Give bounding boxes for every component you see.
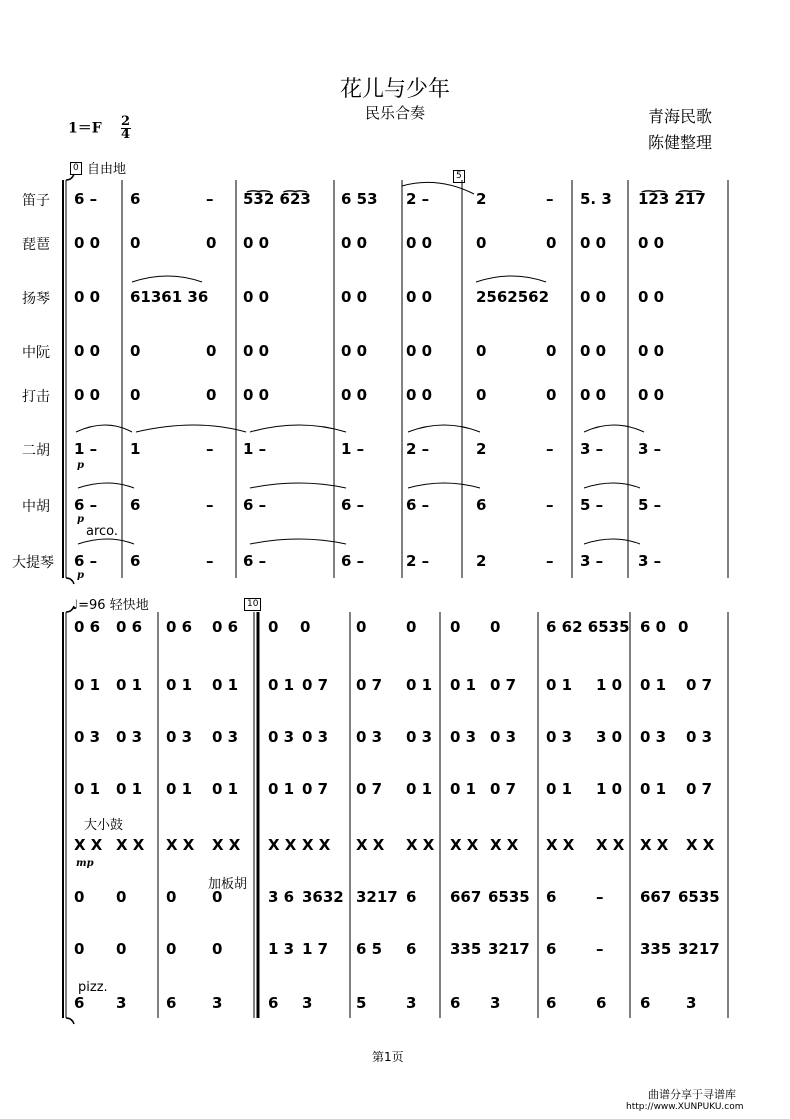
note-cell: 6 bbox=[640, 994, 651, 1012]
note-cell: 3 – bbox=[580, 440, 604, 458]
note-cell: 1 0 bbox=[596, 676, 623, 694]
dynamic-mp: mp bbox=[76, 858, 94, 869]
note-cell: 0 bbox=[206, 342, 217, 360]
note-cell: 0 0 bbox=[406, 386, 433, 404]
note-cell: 0 bbox=[356, 618, 367, 636]
note-cell: 0 6 bbox=[116, 618, 143, 636]
note-cell: 0 0 bbox=[638, 386, 665, 404]
note-cell: 3 bbox=[116, 994, 127, 1012]
note-cell: 0 1 bbox=[406, 676, 433, 694]
note-cell: 1 – bbox=[74, 440, 98, 458]
note-cell: 2 bbox=[476, 552, 487, 570]
watermark-text: 曲谱分享于寻谱库 bbox=[648, 1088, 736, 1101]
instrument-label: 中胡 bbox=[22, 499, 50, 515]
note-cell: 6 bbox=[476, 496, 487, 514]
note-cell: 0 1 bbox=[116, 780, 143, 798]
note-cell: 2562562 bbox=[476, 288, 550, 306]
watermark-url: http://www.XUNPUKU.com bbox=[626, 1102, 744, 1112]
note-cell: 6 – bbox=[74, 552, 98, 570]
note-cell: 0 bbox=[130, 386, 141, 404]
note-cell: 3 – bbox=[638, 552, 662, 570]
note-cell: 0 3 bbox=[268, 728, 295, 746]
note-cell: 6535 bbox=[678, 888, 720, 906]
note-cell: 3217 bbox=[356, 888, 398, 906]
note-cell: 6 – bbox=[74, 496, 98, 514]
rehearsal-mark-5: 5 bbox=[453, 170, 465, 183]
note-cell: 1 3 bbox=[268, 940, 295, 958]
score-subtitle: 民乐合奏 bbox=[364, 104, 425, 122]
note-cell: 0 bbox=[476, 234, 487, 252]
note-cell: 6 – bbox=[341, 552, 365, 570]
note-cell: 2 – bbox=[406, 190, 430, 208]
note-cell: 0 3 bbox=[546, 728, 573, 746]
note-cell: 0 3 bbox=[166, 728, 193, 746]
note-cell: 0 3 bbox=[74, 728, 101, 746]
note-cell: 6 bbox=[546, 994, 557, 1012]
note-cell: 0 bbox=[300, 618, 311, 636]
note-cell: 0 bbox=[116, 940, 127, 958]
note-cell: 6 bbox=[546, 940, 557, 958]
note-cell: 3 – bbox=[638, 440, 662, 458]
dynamic-p-zhonghu: p bbox=[77, 514, 84, 525]
note-cell: 0 0 bbox=[580, 342, 607, 360]
note-cell: 0 0 bbox=[638, 342, 665, 360]
note-cell: 0 3 bbox=[302, 728, 329, 746]
note-cell: 0 7 bbox=[686, 676, 713, 694]
note-cell: X X bbox=[640, 836, 669, 854]
note-cell: 6 – bbox=[406, 496, 430, 514]
note-cell: 0 1 bbox=[450, 780, 477, 798]
note-cell: 6 bbox=[130, 552, 141, 570]
note-cell: 0 0 bbox=[580, 386, 607, 404]
dynamic-p-cello: p bbox=[77, 570, 84, 581]
note-cell: 0 0 bbox=[74, 342, 101, 360]
note-cell: 6 bbox=[130, 496, 141, 514]
note-cell: 0 0 bbox=[341, 288, 368, 306]
note-cell: 0 bbox=[212, 888, 223, 906]
note-cell: 0 bbox=[212, 940, 223, 958]
note-cell: 0 3 bbox=[490, 728, 517, 746]
note-cell: 0 bbox=[268, 618, 279, 636]
note-cell: X X bbox=[166, 836, 195, 854]
note-cell: 0 0 bbox=[243, 342, 270, 360]
note-cell: 0 1 bbox=[450, 676, 477, 694]
note-cell: – bbox=[206, 496, 214, 514]
instrument-label: 大提琴 bbox=[12, 555, 54, 571]
note-cell: 0 3 bbox=[640, 728, 667, 746]
note-cell: 0 0 bbox=[638, 234, 665, 252]
note-cell: 6 0 bbox=[640, 618, 667, 636]
note-cell: 3 – bbox=[580, 552, 604, 570]
note-cell: 0 bbox=[74, 888, 85, 906]
note-cell: 6 bbox=[406, 940, 417, 958]
note-cell: – bbox=[546, 552, 554, 570]
note-cell: 0 0 bbox=[580, 234, 607, 252]
key-text: 1＝F bbox=[68, 120, 102, 137]
note-cell: 3 bbox=[490, 994, 501, 1012]
note-cell: X X bbox=[356, 836, 385, 854]
note-cell: X X bbox=[116, 836, 145, 854]
note-cell: 61361 36 bbox=[130, 288, 209, 306]
instrument-label: 扬琴 bbox=[22, 291, 50, 307]
note-cell: 6 53 bbox=[341, 190, 378, 208]
rehearsal-mark-0: 0 bbox=[70, 162, 82, 175]
note-cell: 6 bbox=[166, 994, 177, 1012]
note-cell: 0 1 bbox=[546, 676, 573, 694]
note-cell: 6 5 bbox=[356, 940, 383, 958]
note-cell: X X bbox=[450, 836, 479, 854]
note-cell: 0 bbox=[546, 386, 557, 404]
instrument-label: 二胡 bbox=[22, 443, 50, 459]
note-cell: 6 – bbox=[341, 496, 365, 514]
note-cell: X X bbox=[490, 836, 519, 854]
note-cell: 0 1 bbox=[406, 780, 433, 798]
note-cell: X X bbox=[302, 836, 331, 854]
score-title: 花儿与少年 bbox=[339, 77, 450, 102]
note-cell: 0 0 bbox=[580, 288, 607, 306]
note-cell: 6 bbox=[406, 888, 417, 906]
note-cell: 1 – bbox=[243, 440, 267, 458]
note-cell: 2 bbox=[476, 190, 487, 208]
note-cell: 0 1 bbox=[116, 676, 143, 694]
note-cell: 6 bbox=[74, 994, 85, 1012]
page-number: 第1页 bbox=[372, 1050, 404, 1064]
note-cell: 0 1 bbox=[212, 676, 239, 694]
note-cell: 0 bbox=[74, 940, 85, 958]
note-cell: 0 bbox=[546, 234, 557, 252]
note-cell: 0 0 bbox=[74, 234, 101, 252]
note-cell: 0 1 bbox=[212, 780, 239, 798]
note-cell: – bbox=[206, 190, 214, 208]
note-cell: 0 0 bbox=[243, 288, 270, 306]
note-cell: 0 bbox=[130, 342, 141, 360]
note-cell: 5 – bbox=[638, 496, 662, 514]
note-cell: 1͡2͡3 2͡1͡7 bbox=[638, 190, 706, 208]
note-cell: 0 bbox=[476, 342, 487, 360]
note-cell: X X bbox=[686, 836, 715, 854]
note-cell: 6 – bbox=[243, 552, 267, 570]
tempo-marking-1: 自由地 bbox=[87, 162, 127, 177]
note-cell: 0 7 bbox=[302, 780, 329, 798]
note-cell: 6 62 6535 bbox=[546, 618, 630, 636]
note-cell: 6 bbox=[596, 994, 607, 1012]
note-cell: 0 1 bbox=[546, 780, 573, 798]
note-cell: 0 0 bbox=[341, 386, 368, 404]
note-cell: 0 0 bbox=[243, 234, 270, 252]
note-cell: 0 bbox=[166, 888, 177, 906]
note-cell: 0 7 bbox=[490, 780, 517, 798]
note-cell: 5. 3 bbox=[580, 190, 612, 208]
dynamic-p-erhu: p bbox=[77, 460, 84, 471]
note-cell: 0 0 bbox=[638, 288, 665, 306]
note-cell: 5͡3͡2 6͡2͡3 bbox=[243, 190, 311, 208]
note-cell: 2 – bbox=[406, 440, 430, 458]
note-cell: 3632 bbox=[302, 888, 344, 906]
note-cell: 6 bbox=[450, 994, 461, 1012]
note-cell: 0 bbox=[206, 386, 217, 404]
note-cell: 0 1 bbox=[640, 676, 667, 694]
note-cell: 667 bbox=[450, 888, 482, 906]
note-cell: X X bbox=[212, 836, 241, 854]
credit-origin: 青海民歌 bbox=[648, 107, 713, 126]
note-cell: 5 – bbox=[580, 496, 604, 514]
note-cell: X X bbox=[74, 836, 103, 854]
note-cell: 0 1 bbox=[74, 780, 101, 798]
time-bottom: 4 bbox=[121, 127, 131, 142]
note-cell: – bbox=[206, 552, 214, 570]
note-cell: 0 0 bbox=[74, 288, 101, 306]
tempo-marking-2: ♩=96 轻快地 bbox=[72, 598, 149, 613]
note-cell: – bbox=[546, 190, 554, 208]
note-cell: 0 7 bbox=[356, 676, 383, 694]
note-cell: 0 3 bbox=[406, 728, 433, 746]
note-cell: 0 0 bbox=[74, 386, 101, 404]
note-cell: 6 – bbox=[243, 496, 267, 514]
note-cell: 6 bbox=[130, 190, 141, 208]
note-cell: 2 – bbox=[406, 552, 430, 570]
note-cell: 0 0 bbox=[341, 234, 368, 252]
note-cell: 3217 bbox=[488, 940, 530, 958]
note-cell: 0 7 bbox=[686, 780, 713, 798]
instrument-label: 中阮 bbox=[22, 345, 50, 361]
note-cell: 0 1 bbox=[640, 780, 667, 798]
note-cell: 0 bbox=[406, 618, 417, 636]
note-cell: 3 bbox=[302, 994, 313, 1012]
note-cell: X X bbox=[546, 836, 575, 854]
note-cell: 1 bbox=[130, 440, 141, 458]
note-cell: 0 3 bbox=[116, 728, 143, 746]
note-cell: 3 0 bbox=[596, 728, 623, 746]
note-cell: 0 3 bbox=[450, 728, 477, 746]
note-cell: 1 0 bbox=[596, 780, 623, 798]
note-cell: 335 bbox=[450, 940, 482, 958]
note-cell: 6535 bbox=[488, 888, 530, 906]
percussion-label: 大小鼓 bbox=[84, 818, 124, 833]
note-cell: 0 bbox=[678, 618, 689, 636]
instrument-label: 打击 bbox=[22, 389, 50, 405]
note-cell: 0 bbox=[116, 888, 127, 906]
note-cell: 0 bbox=[546, 342, 557, 360]
note-cell: 0 7 bbox=[490, 676, 517, 694]
note-cell: 335 bbox=[640, 940, 672, 958]
note-cell: 0 6 bbox=[74, 618, 101, 636]
note-cell: 0 bbox=[490, 618, 501, 636]
note-cell: 0 0 bbox=[243, 386, 270, 404]
note-cell: 0 6 bbox=[166, 618, 193, 636]
note-cell: 1 – bbox=[341, 440, 365, 458]
rehearsal-mark-10: 10 bbox=[244, 598, 261, 611]
note-cell: 0 3 bbox=[356, 728, 383, 746]
note-cell: 0 1 bbox=[268, 780, 295, 798]
note-cell: X X bbox=[268, 836, 297, 854]
note-cell: – bbox=[546, 496, 554, 514]
note-cell: 0 1 bbox=[268, 676, 295, 694]
note-cell: 0 1 bbox=[74, 676, 101, 694]
note-cell: – bbox=[596, 940, 604, 958]
note-cell: – bbox=[546, 440, 554, 458]
note-cell: 0 6 bbox=[212, 618, 239, 636]
note-cell: 0 3 bbox=[686, 728, 713, 746]
note-cell: X X bbox=[406, 836, 435, 854]
note-cell: 0 7 bbox=[356, 780, 383, 798]
note-cell: 0 0 bbox=[406, 288, 433, 306]
pizz-marking: pizz. bbox=[78, 980, 108, 995]
note-cell: 0 1 bbox=[166, 676, 193, 694]
instrument-label: 琵琶 bbox=[22, 237, 50, 253]
note-cell: 0 bbox=[450, 618, 461, 636]
banhu-label: 加板胡 bbox=[208, 877, 248, 892]
note-cell: 3 bbox=[406, 994, 417, 1012]
instrument-label: 笛子 bbox=[22, 193, 50, 209]
note-cell: 1 7 bbox=[302, 940, 329, 958]
note-cell: 3 6 bbox=[268, 888, 295, 906]
note-cell: 0 bbox=[130, 234, 141, 252]
note-cell: X X bbox=[596, 836, 625, 854]
note-cell: 3217 bbox=[678, 940, 720, 958]
note-cell: 2 bbox=[476, 440, 487, 458]
note-cell: 3 bbox=[212, 994, 223, 1012]
note-cell: 0 bbox=[476, 386, 487, 404]
note-cell: 6 bbox=[268, 994, 279, 1012]
note-cell: 0 0 bbox=[406, 342, 433, 360]
note-cell: 0 1 bbox=[166, 780, 193, 798]
note-cell: 0 bbox=[206, 234, 217, 252]
note-cell: 3 bbox=[686, 994, 697, 1012]
note-cell: – bbox=[596, 888, 604, 906]
credit-arranger: 陈健整理 bbox=[648, 133, 713, 152]
note-cell: 6 – bbox=[74, 190, 98, 208]
time-top: 2 bbox=[121, 114, 131, 129]
note-cell: – bbox=[206, 440, 214, 458]
note-cell: 667 bbox=[640, 888, 672, 906]
note-cell: 0 0 bbox=[341, 342, 368, 360]
note-cell: 0 7 bbox=[302, 676, 329, 694]
note-cell: 5 bbox=[356, 994, 367, 1012]
note-cell: 0 bbox=[166, 940, 177, 958]
note-cell: 0 3 bbox=[212, 728, 239, 746]
note-cell: 6 bbox=[546, 888, 557, 906]
note-cell: 0 0 bbox=[406, 234, 433, 252]
arco-marking: arco. bbox=[86, 524, 119, 539]
